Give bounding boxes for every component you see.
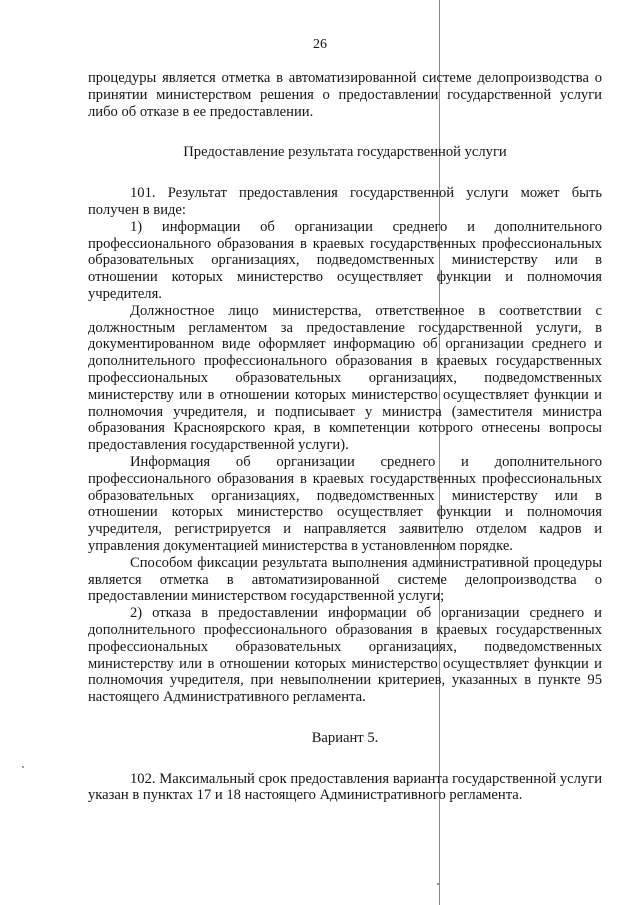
paragraph-official-responsible: Должностное лицо министерства, ответственное в соответствии с должностным регламентом за предоставление государственной услуги, в документированном виде оформляет информацию об организации среднего и дополнительного профессионального образования в краевых государственных профессиональных образовательных организациях, подведомственных министерству или в отношении которых министерство осуществляет функции и полномочия учредителя, и подписывает у министра (заместителя министра образования Красноярского края, в компетенции которого отнесены вопросы предоставления государственной услуги). — [88, 302, 602, 454]
paragraph-procedure-fixation: процедуры является отметка в автоматизированной системе делопроизводства о принятии министерством решения о предоставлении государственной услуги либо об отказе в ее предоставлении. — [88, 70, 602, 120]
section-heading-result-delivery: Предоставление результата государственной услуги — [183, 144, 507, 161]
paragraph-item-101: 101. Результат предоставления государственной услуги может быть получен в виде: — [88, 185, 602, 218]
paragraph-subitem-1-information: 1) информации об организации среднего и дополнительного профессионального образования в краевых государственных профессиональных образовательных организациях, подведомственных министерству или в отношении которых министерство осуществляет функции и полномочия учредителя. — [88, 218, 602, 302]
section-heading-variant-5: Вариант 5. — [311, 729, 379, 746]
paragraph-information-registration: Информация об организации среднего и дополнительного профессионального образования в краевых государственных профессиональных образовательных организациях, подведомственных министерству или в отношении которых министерство осуществляет функции и полномочия учредителя, регистрируется и направляется заявителю отделом кадров и управления документацией министерства в установленном порядке. — [88, 453, 602, 554]
scan-speck — [22, 766, 24, 768]
document-body — [88, 70, 602, 804]
scan-speck — [437, 883, 439, 885]
page-number: 26 — [313, 37, 327, 52]
paragraph-item-102: 102. Максимальный срок предоставления варианта государственной услуги указан в пунктах 17 и 18 настоящего Административного регламента. — [88, 770, 602, 804]
paragraph-subitem-2-refusal: 2) отказа в предоставлении информации об организации среднего и дополнительного профессионального образования в краевых государственных профессиональных образовательных организациях, подведомственных министерству или в отношении которых министерство осуществляет функции и полномочия учредителя, при невыполнении критериев, указанных в пункте 95 настоящего Административного регламента. — [88, 605, 602, 706]
paragraph-fixation-method: Способом фиксации результата выполнения административной процедуры является отметка в автоматизированной системе делопроизводства о предоставлении министерством государственной услуги; — [88, 554, 602, 605]
